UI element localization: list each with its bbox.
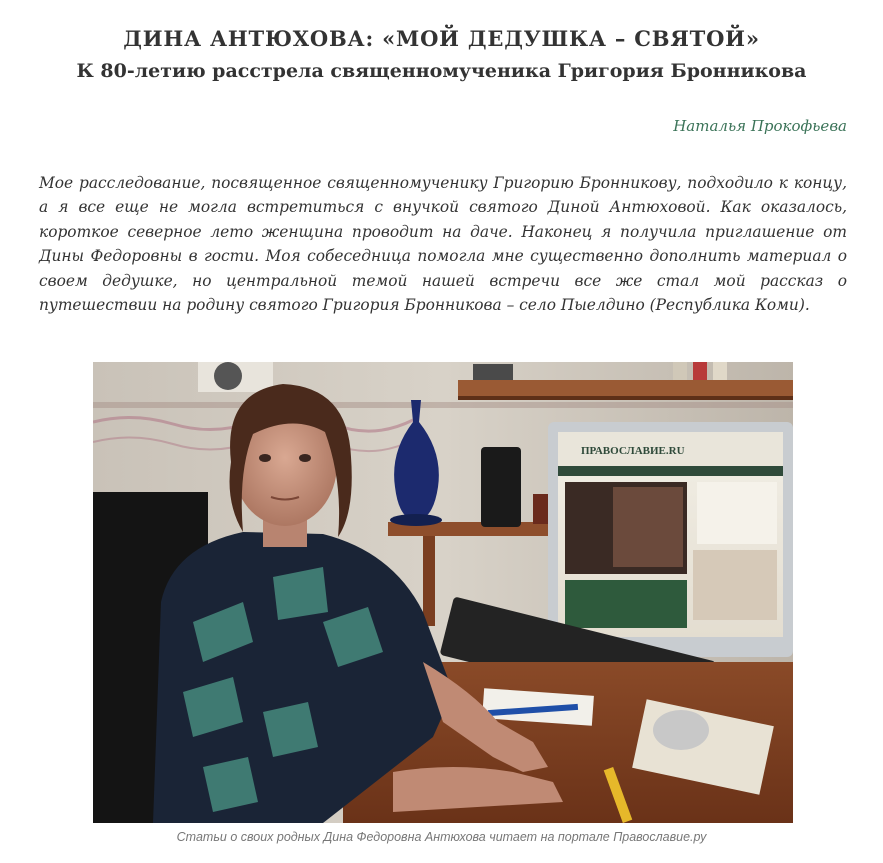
article-subtitle: К 80-летию расстрела священномученика Григория Бронникова [76, 60, 807, 82]
photo-caption: Статьи о своих родных Дина Федоровна Антюхова читает на портале Православие.ру [176, 830, 707, 844]
article-title: ДИНА АНТЮХОВА: «МОЙ ДЕДУШКА – СВЯТОЙ» [123, 26, 760, 51]
screen-site-name: ПРАВОСЛАВИЕ.RU [581, 445, 685, 457]
article-photo[interactable] [93, 362, 793, 823]
computer-mouse [653, 710, 709, 750]
speaker [481, 447, 521, 527]
wooden-shelf [458, 380, 793, 396]
lead-paragraph: Мое расследование, посвященное священномученику Григорию Бронникову, подходило к концу, а я все еще не могла встретиться с внучкой святого Диной Антюховой. Как оказалось, короткое северное лето женщина проводит на даче. Наконец я получила приглашение от Дины Федоровны в гости. Моя собеседница помогла мне существенно дополнить материал о своем дедушке, но центральной темой нашей встречи все же стал мой рассказ о путешествии на родину святого Григория Бронникова – село Пыелдино (Республика Коми). [39, 174, 847, 315]
author-link[interactable]: Наталья Прокофьева [673, 117, 847, 135]
wall-clock-icon [214, 362, 242, 390]
